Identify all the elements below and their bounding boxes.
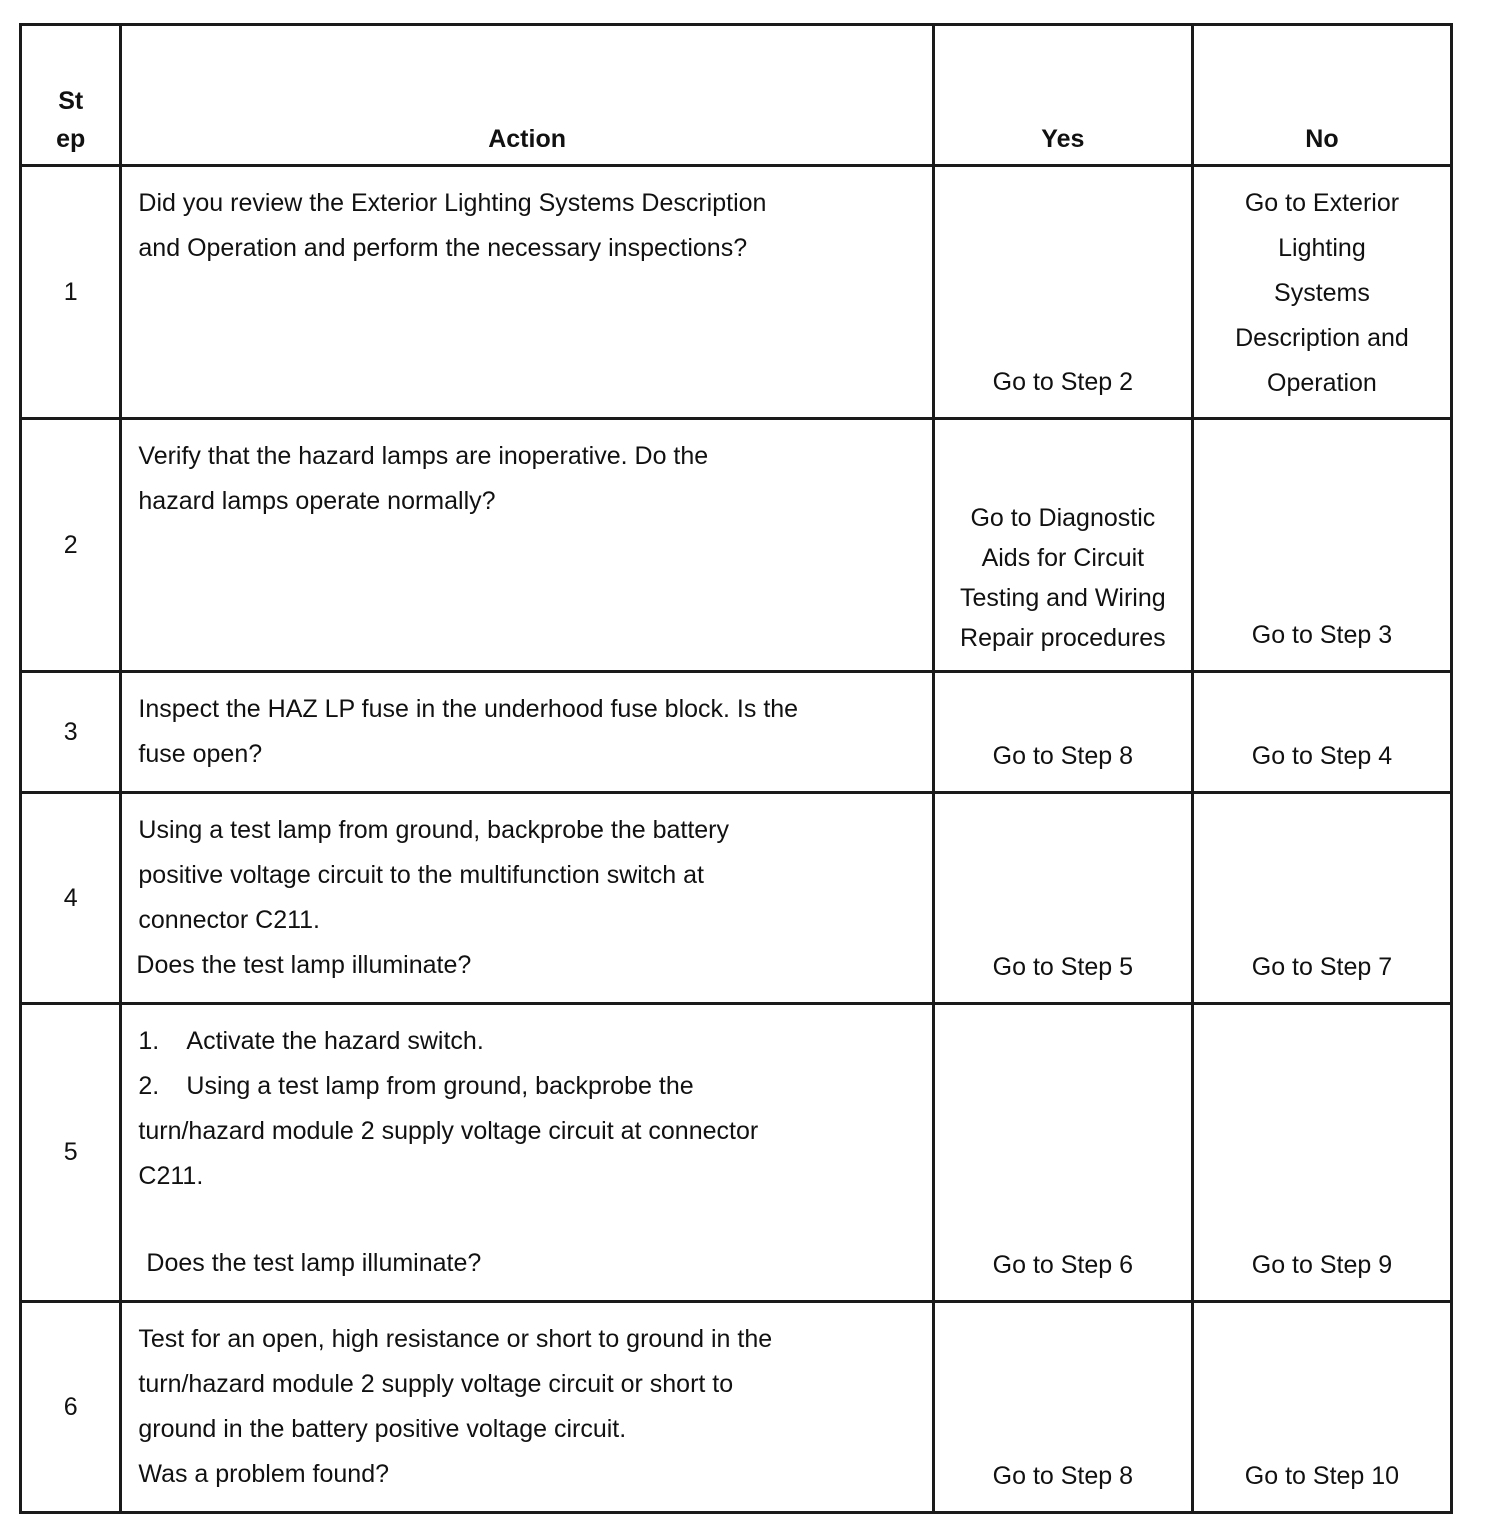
step-number: 5 xyxy=(21,1004,121,1302)
no-link[interactable]: Go to Exterior Lighting Systems Description and Operation xyxy=(1192,166,1451,419)
no-link[interactable]: Go to Step 3 xyxy=(1192,419,1451,672)
table-row xyxy=(21,166,1452,419)
list-item: 1. Activate the hazard switch. xyxy=(138,1027,484,1055)
yes-link[interactable]: Go to Step 6 xyxy=(933,1004,1192,1302)
action-text: Did you review the Exterior Lighting Systems Description and Operation and perform the necessary inspections? xyxy=(121,166,933,419)
table-row xyxy=(21,1004,1452,1302)
yes-link[interactable]: Go to Step 8 xyxy=(933,1302,1192,1513)
action-text: Verify that the hazard lamps are inoperative. Do the hazard lamps operate normally? xyxy=(121,419,933,672)
list-item: 2. Using a test lamp from ground, backprobe the xyxy=(138,1072,694,1100)
yes-link[interactable]: Go to Diagnostic Aids for Circuit Testing and Wiring Repair procedures xyxy=(933,419,1192,672)
diagnostic-table xyxy=(19,23,1453,1514)
step-number: 6 xyxy=(21,1302,121,1513)
step-number: 4 xyxy=(21,793,121,1004)
step-number: 2 xyxy=(21,419,121,672)
header-yes: Yes xyxy=(933,25,1192,166)
table-row xyxy=(21,419,1452,672)
action-text: Test for an open, high resistance or short to ground in the turn/hazard module 2 supply voltage circuit or short to ground in the battery positive voltage circuit. Was a problem found? xyxy=(121,1302,933,1513)
table-row xyxy=(21,1302,1452,1513)
header-step: St ep xyxy=(21,25,121,166)
no-link[interactable]: Go to Step 4 xyxy=(1192,672,1451,793)
header-row xyxy=(21,25,1452,166)
yes-link[interactable]: Go to Step 2 xyxy=(933,166,1192,419)
yes-link[interactable]: Go to Step 8 xyxy=(933,672,1192,793)
action-text: Using a test lamp from ground, backprobe the battery positive voltage circuit to the multifunction switch at connector C211. Does the test lamp illuminate? xyxy=(121,793,933,1004)
action-text: Inspect the HAZ LP fuse in the underhood fuse block. Is the fuse open? xyxy=(121,672,933,793)
table-row xyxy=(21,793,1452,1004)
step-number: 3 xyxy=(21,672,121,793)
no-link[interactable]: Go to Step 9 xyxy=(1192,1004,1451,1302)
table-row xyxy=(21,672,1452,793)
header-action: Action xyxy=(121,25,933,166)
action-text: 1. Activate the hazard switch. 2. Using a test lamp from ground, backprobe the turn/hazard module 2 supply voltage circuit at connector C211. Does the test lamp illuminate? xyxy=(121,1004,933,1302)
yes-link[interactable]: Go to Step 5 xyxy=(933,793,1192,1004)
step-number: 1 xyxy=(21,166,121,419)
no-link[interactable]: Go to Step 7 xyxy=(1192,793,1451,1004)
no-link[interactable]: Go to Step 10 xyxy=(1192,1302,1451,1513)
header-no: No xyxy=(1192,25,1451,166)
